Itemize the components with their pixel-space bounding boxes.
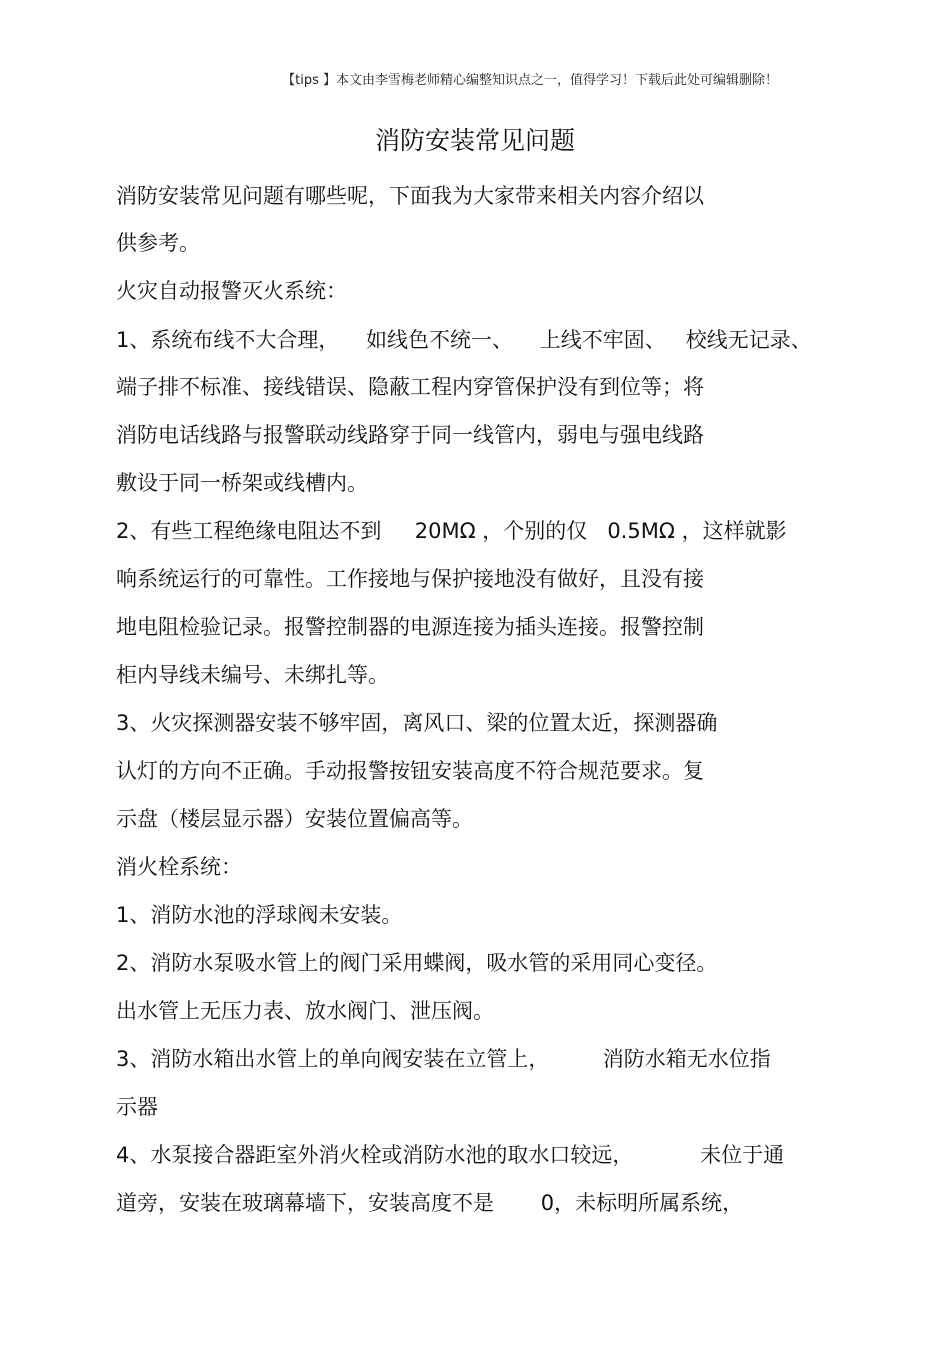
paragraph-line: 4、水泵接合器距室外消火栓或消防水池的取水口较远， 未位于通	[116, 1143, 785, 1167]
paragraph-line: 1、消防水池的浮球阀未安装。	[116, 903, 403, 927]
paragraph-line: 示盘（楼层显示器）安装位置偏高等。	[116, 807, 473, 831]
paragraph-line: 出水管上无压力表、放水阀门、泄压阀。	[116, 999, 494, 1023]
section-heading: 消火栓系统：	[116, 855, 242, 879]
paragraph-line: 端子排不标准、接线错误、隐蔽工程内穿管保护没有到位等；将	[116, 375, 704, 399]
paragraph-line: 消防电话线路与报警联动线路穿于同一线管内，弱电与强电线路	[116, 423, 704, 447]
paragraph-line: 柜内导线未编号、未绑扎等。	[116, 663, 389, 687]
paragraph-line: 2、有些工程绝缘电阻达不到 20MΩ ，个别的仅 0.5MΩ ，这样就影	[116, 519, 787, 543]
tips-header: 【tips 】本文由李雪梅老师精心编整知识点之一，值得学习！下载后此处可编辑删除！	[282, 73, 778, 88]
paragraph-line: 供参考。	[116, 231, 200, 255]
paragraph-line: 示器	[116, 1095, 158, 1119]
paragraph-line: 消防安装常见问题有哪些呢，下面我为大家带来相关内容介绍以	[116, 184, 704, 208]
section-heading: 火灾自动报警灭火系统：	[116, 279, 347, 303]
paragraph-line: 1、系统布线不大合理， 如线色不统一、 上线不牢固、 校线无记录、	[116, 328, 812, 352]
paragraph-line: 响系统运行的可靠性。工作接地与保护接地没有做好，且没有接	[116, 567, 704, 591]
paragraph-line: 认灯的方向不正确。手动报警按钮安装高度不符合规范要求。复	[116, 759, 704, 783]
page-title: 消防安装常见问题	[374, 126, 575, 155]
paragraph-line: 2、消防水泵吸水管上的阀门采用蝶阀，吸水管的采用同心变径。	[116, 951, 718, 975]
paragraph-line: 3、火灾探测器安装不够牢固，离风口、梁的位置太近，探测器确	[116, 711, 718, 735]
paragraph-line: 敷设于同一桥架或线槽内。	[116, 471, 368, 495]
paragraph-line: 地电阻检验记录。报警控制器的电源连接为插头连接。报警控制	[116, 615, 704, 639]
paragraph-line: 道旁，安装在玻璃幕墙下，安装高度不是 0，未标明所属系统，	[116, 1191, 744, 1215]
paragraph-line: 3、消防水箱出水管上的单向阀安装在立管上， 消防水箱无水位指	[116, 1047, 771, 1071]
